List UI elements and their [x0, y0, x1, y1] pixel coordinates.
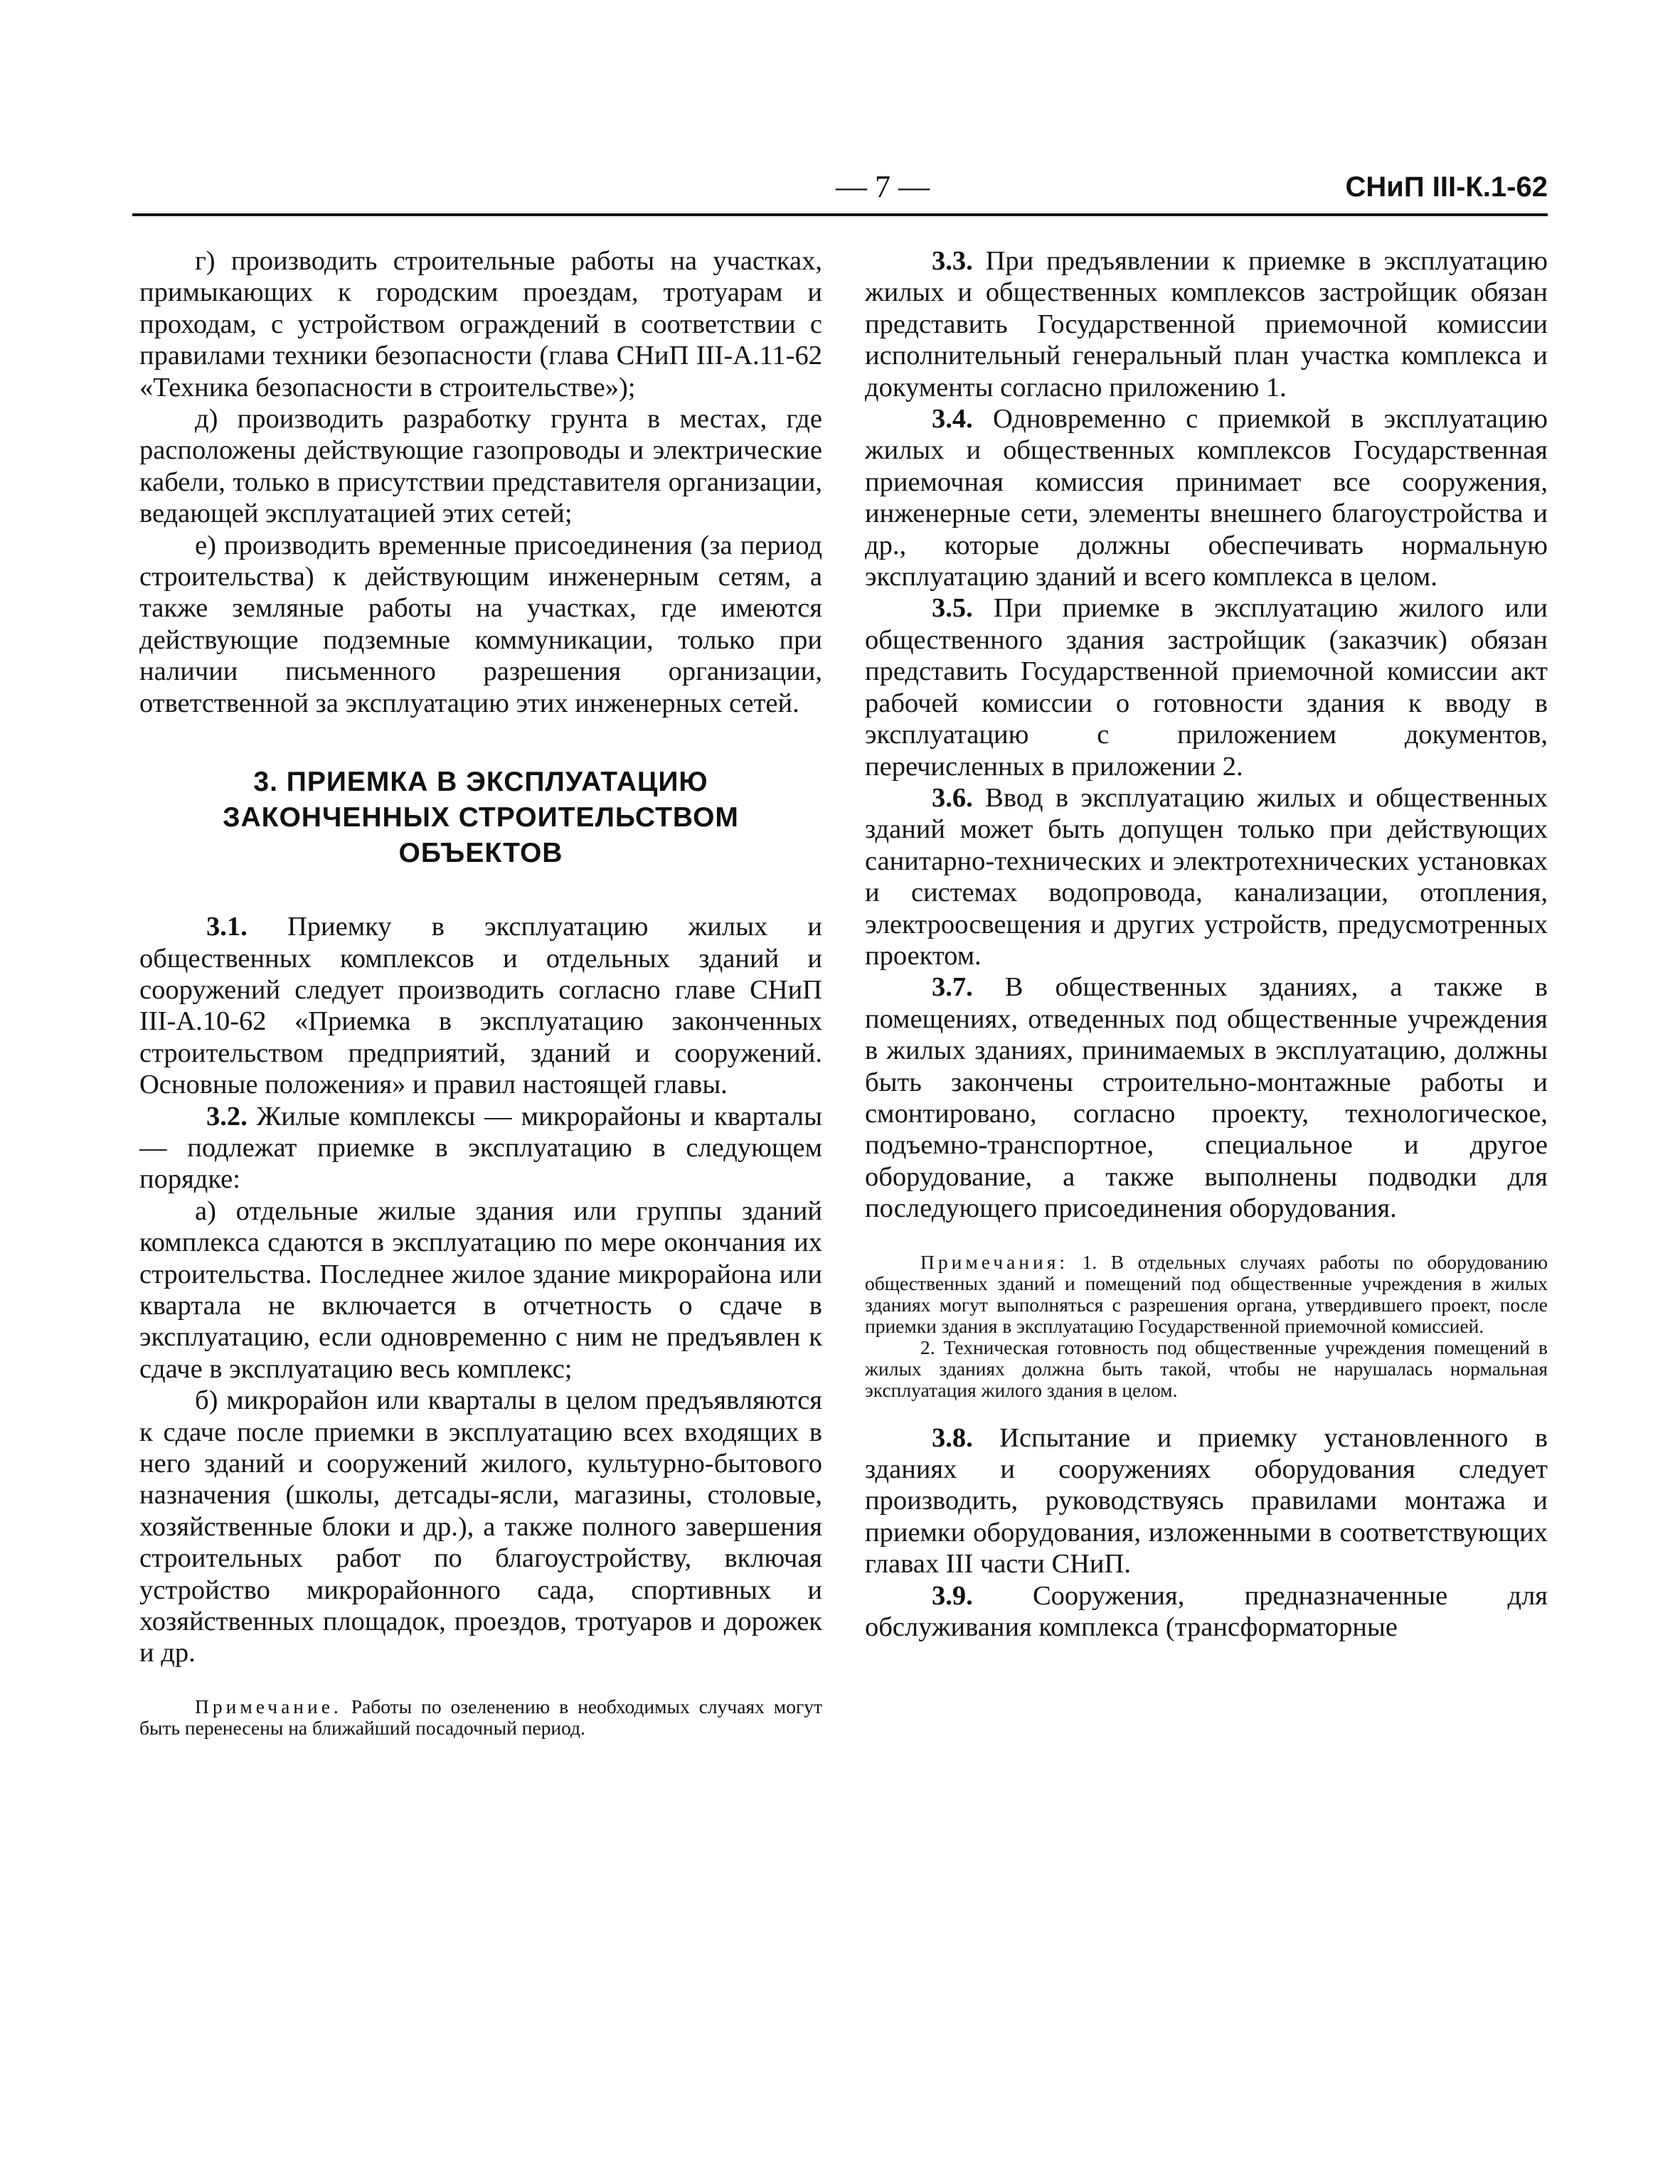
paragraph-number: 3.1. [206, 912, 248, 942]
paragraph-text: Ввод в эксплуатацию жилых и общественных зданий может быть допущен только при действующих санитарно-технических и электротехнических установках и системах водопровода, канализации, отопления, электроосвещения и других устройств, предусмотренных проектом. [865, 782, 1548, 971]
paragraph-3-8 [865, 1422, 1548, 1580]
paragraph-3-6 [865, 782, 1548, 971]
paragraph-text: Жилые комплексы — микрорайоны и кварталы — подлежат приемке в эксплуатацию в следующем порядке: [139, 1101, 822, 1195]
note [139, 1696, 822, 1739]
paragraph-number: 3.6. [932, 782, 973, 813]
right-column [865, 245, 1548, 1643]
page-number: — 7 — [836, 169, 930, 204]
paragraph-number: 3.3. [932, 246, 973, 276]
note-1: 1. В отдельных случаях работы по оборудованию общественных зданий и помещений под общественные учреждения в жилых зданиях могут выполняться с разрешения органа, утвердившего проект, после приемки здания в эксплуатацию Государственной приемочной комиссией. [865, 1250, 1548, 1337]
paragraph-3-9 [865, 1580, 1548, 1644]
notes [865, 1252, 1548, 1401]
clause-g: г) производить строительные работы на участках, примыкающих к городским проездам, тротуарам и проходам, с устройством ограждений в соответствии с правилами техники безопасности (глава СНиП III-А.11-62 «Техника безопасности в строительстве»); [139, 246, 822, 403]
paragraph-text: Сооружения, предназначенные для обслуживания комплекса (трансформаторные [865, 1580, 1548, 1643]
paragraph-text: Испытание и приемку установленного в зданиях и сооружениях оборудования следует производить, руководствуясь правилами монтажа и приемки оборудования, изложенными в соответствующих главах III части СНиП. [865, 1422, 1548, 1580]
paragraph-3-7 [865, 971, 1548, 1224]
header-rule [132, 213, 1548, 216]
left-column [139, 245, 822, 1760]
paragraph-number: 3.9. [932, 1580, 973, 1611]
paragraph-number: 3.8. [932, 1422, 973, 1453]
paragraph-3-5 [865, 592, 1548, 782]
paragraph-3-1 [139, 911, 822, 1100]
paragraph-text: Одновременно с приемкой в эксплуатацию жилых и общественных комплексов Государственная приемочная комиссия принимает все сооружения, инженерные сети, элементы внешнего благоустройства и др., которые должны обеспечивать нормальную эксплуатацию зданий и всего комплекса в целом. [865, 404, 1548, 592]
paragraph-text: В общественных зданиях, а также в помещениях, отведенных под общественные учреждения в жилых зданиях, принимаемых в эксплуатацию, должны быть закончены строительно-монтажные работы и смонтировано, согласно проекту, технологическое, подъемно-транспортное, специальное и другое оборудование, а также выполнены подводки для последующего присоединения оборудования. [865, 972, 1548, 1224]
clause-a: а) отдельные жилые здания или группы зданий комплекса сдаются в эксплуатацию по мере окончания их строительства. Последнее жилое здание микрорайона или квартала не включается в отчетность о сдаче в эксплуатацию, если одновременно с ним не предъявлен к сдаче в эксплуатацию весь комплекс; [139, 1195, 822, 1384]
paragraph-3-2 [139, 1101, 822, 1195]
notes-heading: Примечания: [920, 1250, 1069, 1273]
paragraph-3-3 [865, 245, 1548, 403]
paragraph-number: 3.7. [932, 972, 973, 1003]
paragraph-number: 3.4. [932, 404, 973, 435]
paragraph-3-4 [865, 403, 1548, 592]
clause-e: е) производить временные присоединения (за период строительства) к действующим инженерным сетям, а также земляные работы на участках, где имеются действующие подземные коммуникации, только при наличии письменного разрешения организации, ответственной за эксплуатацию этих инженерных сетей. [139, 530, 822, 718]
note-2: 2. Техническая готовность под общественные учреждения помещений в жилых зданиях должна быть такой, чтобы не нарушалась нормальная эксплуатация жилого здания в целом. [865, 1336, 1548, 1401]
note-text: Работы по озеленению в необходимых случаях могут быть перенесены на ближайший посадочный период. [139, 1695, 822, 1739]
page-header [132, 165, 1548, 209]
paragraph-text: Приемку в эксплуатацию жилых и общественных комплексов и отдельных зданий и сооружений следует производить согласно главе СНиП III-А.10-62 «Приемка в эксплуатацию законченных строительством предприятий, зданий и сооружений. Основные положения» и правил настоящей главы. [139, 912, 823, 1100]
document-code: СНиП III-К.1-62 [1345, 171, 1548, 203]
paragraph-text: При приемке в эксплуатацию жилого или общественного здания застройщик (заказчик) обязан представить Государственной приемочной комиссии акт рабочей комиссии о готовности здания к вводу в эксплуатацию с приложением документов, перечисленных в приложении 2. [865, 593, 1548, 782]
section-title: 3. ПРИЕМКА В ЭКСПЛУАТАЦИЮ ЗАКОНЧЕННЫХ СТРОИТЕЛЬСТВОМ ОБЪЕКТОВ [223, 767, 739, 869]
paragraph-number: 3.2. [206, 1101, 248, 1131]
clause-b: б) микрорайон или кварталы в целом предъявляются к сдаче после приемки в эксплуатацию всех входящих в него зданий и сооружений жилого, культурно-бытового назначения (школы, детсады-ясли, магазины, столовые, хозяйственные блоки и др.), а также полного завершения строительных работ по благоустройству, включая устройство микрорайонного сада, спортивных и хозяйственных площадок, проездов, тротуаров и дорожек и др. [139, 1385, 822, 1668]
paragraph-number: 3.5. [932, 593, 973, 624]
paragraph-text: При предъявлении к приемке в эксплуатацию жилых и общественных комплексов застройщик обязан представить Государственной приемочной комиссии исполнительный генеральный план участка комплекса и документы согласно приложению 1. [865, 246, 1548, 403]
clause-d: д) производить разработку грунта в местах, где расположены действующие газопроводы и электрические кабели, только в присутствии представителя организации, ведающей эксплуатацией этих сетей; [139, 404, 822, 529]
note-heading: Примечание. [195, 1695, 342, 1717]
